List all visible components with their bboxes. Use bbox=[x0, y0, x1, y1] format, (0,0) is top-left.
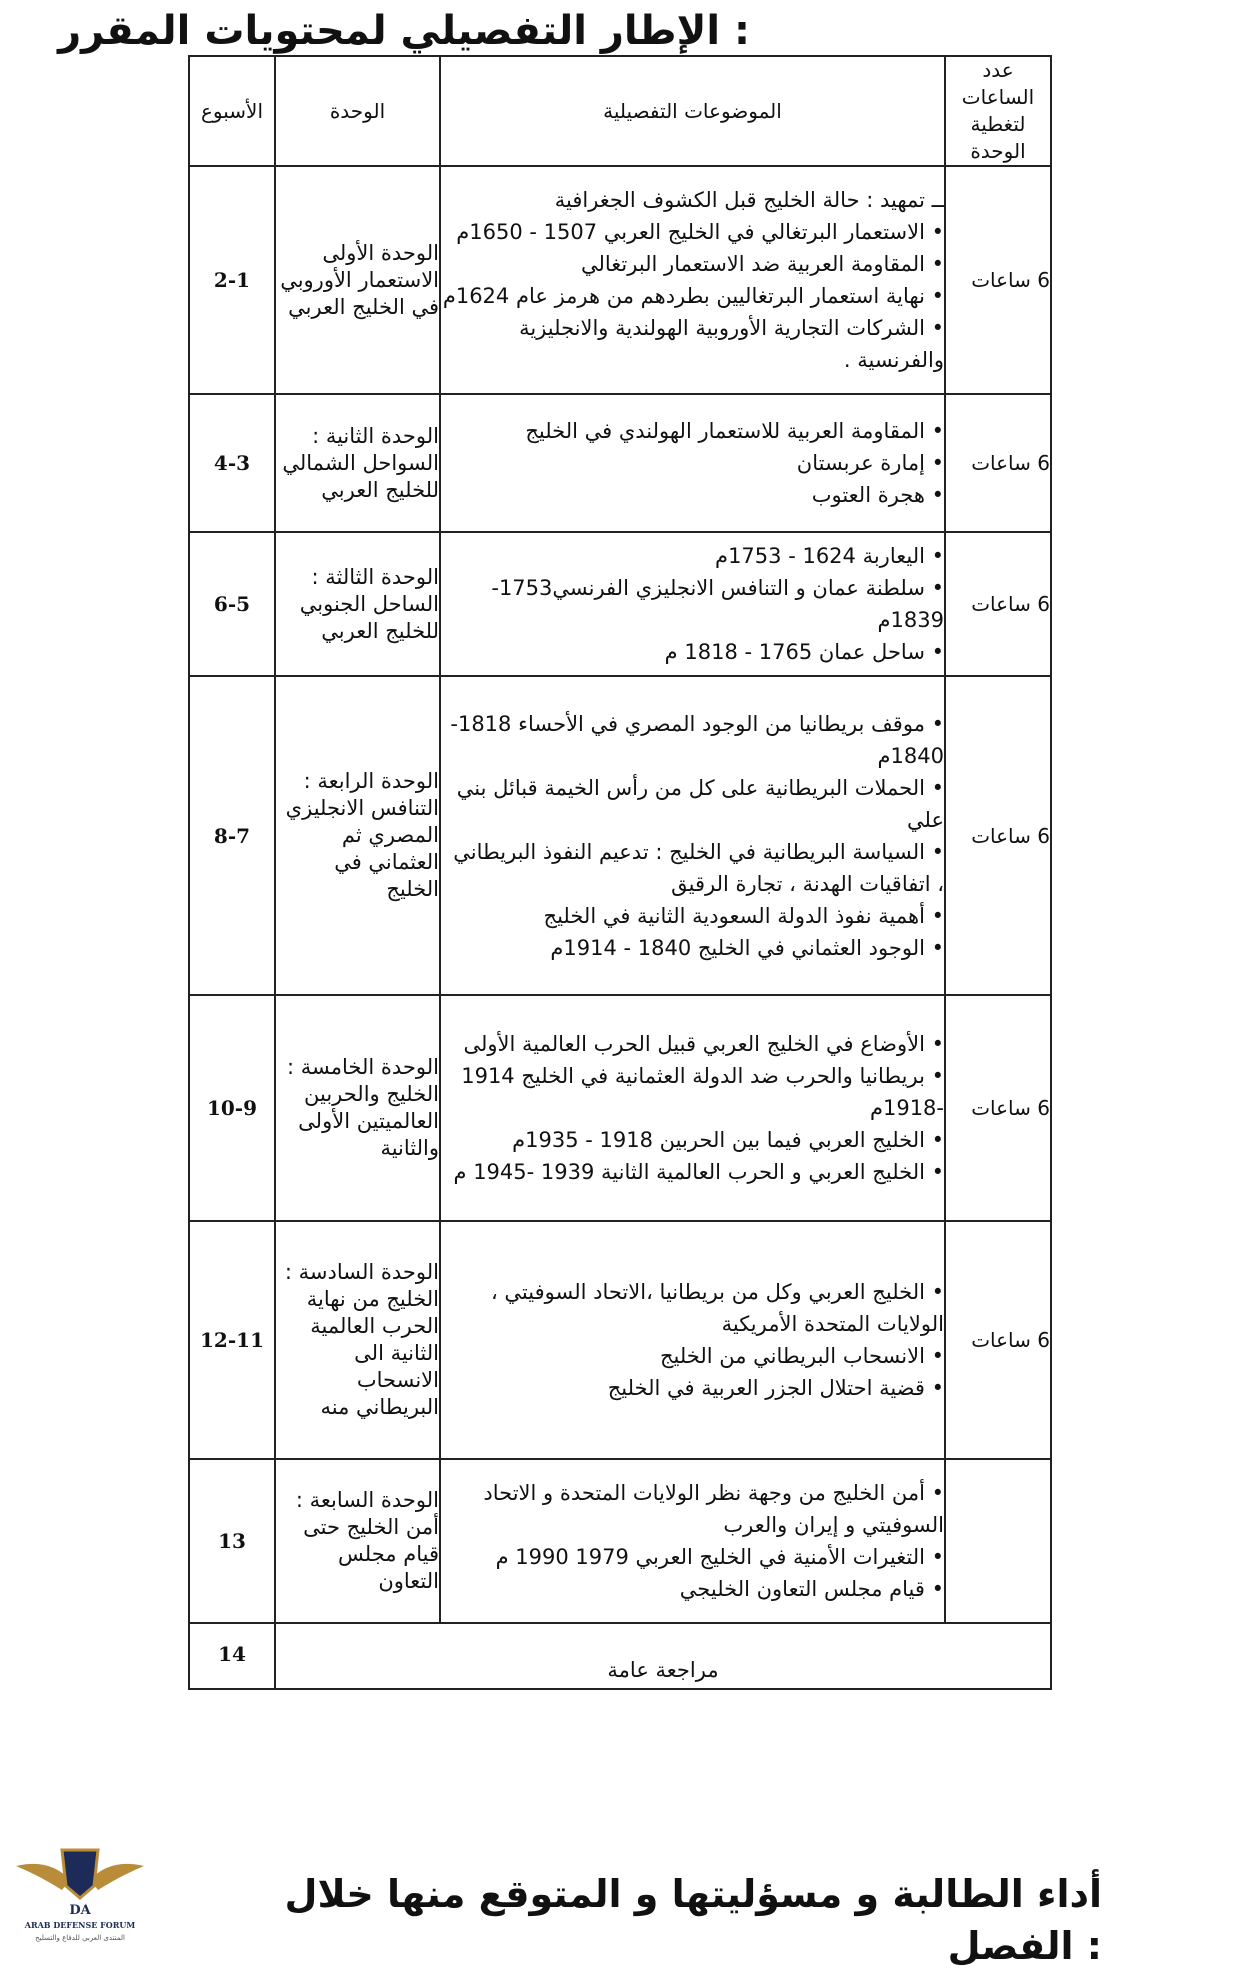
topic-item: • الخليج العربي و الحرب العالمية الثانية 1939 -1945 م bbox=[453, 1160, 944, 1184]
hours-cell: 6 ساعات bbox=[945, 676, 1051, 995]
topic-item: • الأوضاع في الخليج العربي قبيل الحرب العالمية الأولى bbox=[463, 1032, 944, 1056]
topic-item: • هجرة العتوب bbox=[811, 483, 944, 507]
logo-shield bbox=[62, 1850, 98, 1898]
topic-item: • نهاية استعمار البرتغاليين بطردهم من هرمز عام 1624م bbox=[442, 284, 944, 308]
topics-cell bbox=[440, 394, 945, 532]
table-row bbox=[189, 166, 1051, 394]
table-row bbox=[189, 394, 1051, 532]
section-heading-student-performance bbox=[285, 1868, 1102, 1972]
logo-subtitle: المنتدى العربي للدفاع والتسليح bbox=[35, 1934, 125, 1942]
topic-item: • سلطنة عمان و التنافس الانجليزي الفرنسي1753-1839م bbox=[491, 576, 944, 632]
topics-cell bbox=[440, 1459, 945, 1623]
week-cell: 13 bbox=[189, 1459, 275, 1623]
topic-item: • ساحل عمان 1765 - 1818 م bbox=[664, 640, 944, 664]
topic-item: • بريطانيا والحرب ضد الدولة العثمانية في الخليج 1914 -1918م bbox=[461, 1064, 944, 1120]
hours-cell: 6 ساعات bbox=[945, 394, 1051, 532]
unit-cell: الوحدة الثالثة : الساحل الجنوبي للخليج العربي bbox=[275, 532, 440, 676]
week-cell: 8-7 bbox=[189, 676, 275, 995]
topic-item: • الحملات البريطانية على كل من رأس الخيمة قبائل بني علي bbox=[456, 775, 944, 832]
topic-item: • أهمية نفوذ الدولة السعودية الثانية في الخليج bbox=[543, 903, 944, 928]
review-row bbox=[189, 1623, 1051, 1689]
hours-cell: 6 ساعات bbox=[945, 995, 1051, 1221]
table-row bbox=[189, 532, 1051, 676]
topic-item: • الوجود العثماني في الخليج 1840 - 1914م bbox=[550, 935, 944, 960]
week-cell: 2-1 bbox=[189, 166, 275, 394]
table-row bbox=[189, 1459, 1051, 1623]
section-heading-line-2: : الفصل bbox=[947, 1924, 1102, 1968]
topics-cell bbox=[440, 532, 945, 676]
topic-item: • الخليج العربي وكل من بريطانيا ،الاتحاد السوفيتي ، الولايات المتحدة الأمريكية bbox=[490, 1280, 944, 1336]
week-cell: 6-5 bbox=[189, 532, 275, 676]
topics-cell bbox=[440, 995, 945, 1221]
header-hours: عدد الساعات لتغطية الوحدة bbox=[945, 56, 1051, 166]
topics-cell bbox=[440, 166, 945, 394]
topic-item: • قيام مجلس التعاون الخليجي bbox=[679, 1577, 944, 1601]
page-title: : الإطار التفصيلي لمحتويات المقرر bbox=[58, 8, 750, 54]
week-cell: 12-11 bbox=[189, 1221, 275, 1459]
table-row bbox=[189, 676, 1051, 995]
hours-cell: 6 ساعات bbox=[945, 532, 1051, 676]
header-week: الأسبوع bbox=[189, 56, 275, 166]
table-row bbox=[189, 995, 1051, 1221]
topic-item: • أمن الخليج من وجهة نظر الولايات المتحدة و الاتحاد السوفيتي و إيران والعرب bbox=[483, 1481, 944, 1537]
header-topics: الموضوعات التفصيلية bbox=[440, 56, 945, 166]
arab-defense-forum-logo bbox=[10, 1828, 150, 1953]
logo-right-wing bbox=[90, 1864, 144, 1890]
topic-item: • اليعاربة 1624 - 1753م bbox=[715, 544, 944, 568]
unit-cell: الوحدة الأولى الاستعمار الأوروبي في الخليج العربي bbox=[275, 166, 440, 394]
topic-item: • موقف بريطانيا من الوجود المصري في الأحساء 1818-1840م bbox=[450, 711, 944, 768]
topic-item: • المقاومة العربية للاستعمار الهولندي في الخليج bbox=[525, 419, 944, 443]
table-row bbox=[189, 1221, 1051, 1459]
topic-item: • السياسة البريطانية في الخليج : تدعيم النفوذ البريطاني ، اتفاقيات الهدنة ، تجارة الرقيق bbox=[453, 839, 944, 896]
course-content-table bbox=[188, 55, 1052, 1690]
hours-cell: 6 ساعات bbox=[945, 166, 1051, 394]
unit-cell: الوحدة السادسة : الخليج من نهاية الحرب العالمية الثانية الى الانسحاب البريطاني منه bbox=[275, 1221, 440, 1459]
topics-cell bbox=[440, 676, 945, 995]
logo-name: ARAB DEFENSE FORUM bbox=[24, 1920, 136, 1930]
topic-item: • الخليج العربي فيما بين الحربين 1918 - 1935م bbox=[512, 1128, 944, 1152]
week-cell: 14 bbox=[189, 1623, 275, 1689]
unit-cell: الوحدة الثانية : السواحل الشمالي للخليج العربي bbox=[275, 394, 440, 532]
table-header-row bbox=[189, 56, 1051, 166]
topic-item: • المقاومة العربية ضد الاستعمار البرتغالي bbox=[580, 252, 944, 276]
topic-item: • إمارة عربستان bbox=[796, 451, 944, 475]
hours-cell bbox=[945, 1459, 1051, 1623]
topic-item: • قضية احتلال الجزر العربية في الخليج bbox=[607, 1376, 944, 1400]
header-unit: الوحدة bbox=[275, 56, 440, 166]
unit-cell: الوحدة الخامسة : الخليج والحربين العالميتين الأولى والثانية bbox=[275, 995, 440, 1221]
topics-cell bbox=[440, 1221, 945, 1459]
week-cell: 4-3 bbox=[189, 394, 275, 532]
topic-item: • التغيرات الأمنية في الخليج العربي 1979 1990 م bbox=[495, 1545, 944, 1569]
topic-item: • الانسحاب البريطاني من الخليج bbox=[659, 1344, 944, 1368]
logo-initials: DA bbox=[69, 1903, 91, 1918]
review-cell: مراجعة عامة bbox=[275, 1623, 1051, 1689]
logo-left-wing bbox=[16, 1864, 70, 1890]
unit-cell: الوحدة السابعة : أمن الخليج حتى قيام مجلس التعاون bbox=[275, 1459, 440, 1623]
section-heading-line-1: أداء الطالبة و مسؤليتها و المتوقع منها خلال bbox=[284, 1872, 1102, 1916]
week-cell: 10-9 bbox=[189, 995, 275, 1221]
unit-cell: الوحدة الرابعة : التنافس الانجليزي المصري ثم العثماني في الخليج bbox=[275, 676, 440, 995]
hours-cell: 6 ساعات bbox=[945, 1221, 1051, 1459]
topic-item: • الاستعمار البرتغالي في الخليج العربي 1507 - 1650م bbox=[456, 220, 944, 244]
topic-item: ــ تمهيد : حالة الخليج قبل الكشوف الجغرافية bbox=[554, 188, 944, 212]
topic-item: • الشركات التجارية الأوروبية الهولندية والانجليزية والفرنسية . bbox=[519, 316, 944, 372]
